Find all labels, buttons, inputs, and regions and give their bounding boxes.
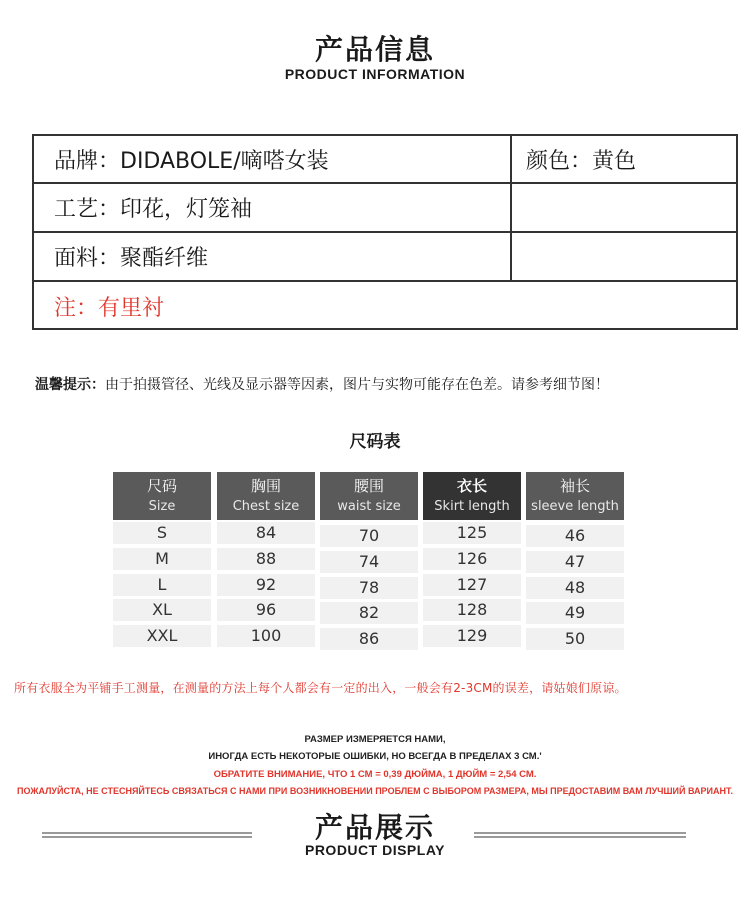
info-row-brand	[34, 136, 736, 184]
sleeve-cell: 49	[526, 602, 624, 624]
sleeve-header	[526, 472, 624, 520]
chest-cell: 96	[217, 599, 315, 621]
chest-cell: 84	[217, 522, 315, 544]
size-cell: XL	[113, 599, 211, 621]
waist-cell: 86	[320, 628, 418, 650]
waist-cell: 74	[320, 551, 418, 573]
length-cell: 125	[423, 522, 521, 544]
russian-note-line-3: ОБРАТИТЕ ВНИМАНИЕ, ЧТО 1 СМ = 0,39 ДЮЙМА, 1 ДЮЙМ = 2,54 СМ.	[213, 769, 537, 780]
length-cell: 129	[423, 625, 521, 647]
length-header-en: Skirt length	[434, 499, 510, 514]
product-info-table	[32, 134, 738, 330]
lining-note-cell: 注：有里衬	[54, 295, 165, 321]
product-display-title-cn: 产品展示	[314, 811, 435, 844]
size-cell: M	[113, 548, 211, 570]
sleeve-cell: 46	[526, 525, 624, 547]
sleeve-header-en: sleeve length	[531, 499, 619, 514]
info-row-note	[34, 282, 736, 330]
length-cell: 127	[423, 574, 521, 596]
craft-cell: 工艺：印花，灯笼袖	[54, 197, 253, 222]
waist-cell: 78	[320, 577, 418, 599]
product-info-title-en: PRODUCT INFORMATION	[284, 66, 466, 82]
length-cell: 126	[423, 548, 521, 570]
size-header	[113, 472, 211, 520]
waist-header-cn: 腰围	[353, 477, 384, 495]
size-header-cn: 尺码	[146, 477, 177, 495]
waist-cell: 82	[320, 602, 418, 624]
size-header-en: Size	[148, 499, 176, 514]
sleeve-cell: 47	[526, 551, 624, 573]
waist-cell: 70	[320, 525, 418, 547]
product-display-title-en: PRODUCT DISPLAY	[304, 842, 445, 858]
sleeve-cell: 48	[526, 577, 624, 599]
chest-cell: 88	[217, 548, 315, 570]
russian-note-line-4: ПОЖАЛУЙСТА, НЕ СТЕСНЯЙТЕСЬ СВЯЗАТЬСЯ С НАМИ ПРИ ВОЗНИКНОВЕНИИ ПРОБЛЕМ С ВЫБОРОМ РАЗМЕРА, МЫ ПРЕДОСТАВИМ ВАМ ЛУЧШИЙ ВАРИАНТ.	[16, 786, 733, 796]
chest-cell: 92	[217, 574, 315, 596]
length-cell: 128	[423, 599, 521, 621]
color-difference-tip	[35, 374, 609, 394]
empty-cell	[510, 184, 736, 231]
size-chart-title: 尺码表	[349, 432, 401, 452]
sleeve-header-cn: 袖长	[559, 477, 590, 495]
product-info-title-cn: 产品信息	[314, 33, 435, 66]
fabric-cell: 面料：聚酯纤维	[54, 246, 209, 271]
chest-cell: 100	[217, 625, 315, 647]
russian-note-line-2: ИНОГДА ЕСТЬ НЕКОТОРЫЕ ОШИБКИ, НО ВСЕГДА В ПРЕДЕЛАХ 3 СМ.'	[208, 751, 542, 762]
chest-header-cn: 胸围	[250, 477, 281, 495]
chest-header-en: Chest size	[232, 499, 300, 514]
russian-note-line-1: РАЗМЕР ИЗМЕРЯЕТСЯ НАМИ,	[304, 734, 446, 745]
chest-header	[217, 472, 315, 520]
brand-cell: 品牌：DIDABOLE/嘀嗒女装	[54, 148, 329, 174]
size-cell: S	[113, 522, 211, 544]
waist-header-en: waist size	[337, 499, 401, 514]
empty-cell	[510, 233, 736, 280]
tip-label: 温馨提示：	[35, 377, 105, 393]
size-cell: L	[113, 574, 211, 596]
length-header	[423, 472, 521, 520]
color-cell: 颜色：黄色	[510, 136, 736, 182]
measurement-note: 所有衣服全为平铺手工测量，在测量的方法上每个人都会有一定的出入，一般会有2-3CM的误差，请姑娘们原谅。	[14, 681, 627, 695]
length-header-cn: 衣长	[456, 477, 487, 495]
waist-header	[320, 472, 418, 520]
size-cell: XXL	[113, 625, 211, 647]
tip-text: 由于拍摄管径、光线及显示器等因素，图片与实物可能存在色差。请参考细节图！	[105, 377, 609, 393]
info-row-fabric	[34, 233, 736, 282]
info-row-craft	[34, 184, 736, 233]
sleeve-cell: 50	[526, 628, 624, 650]
